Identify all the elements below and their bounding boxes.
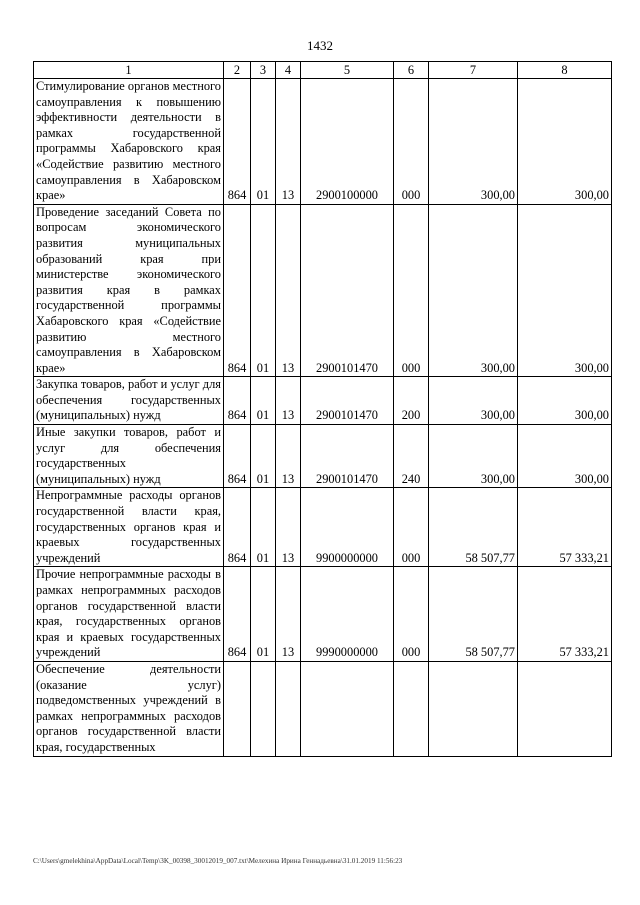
target-article-code: 2900100000 <box>301 79 394 205</box>
row-name: Непрограммные расходы органов государственной власти края, государственных органов края и краевых государственных учреждений <box>34 488 224 567</box>
table-row <box>34 204 612 377</box>
amount-year-1 <box>429 661 518 756</box>
column-header: 3 <box>251 62 276 79</box>
section-code: 01 <box>251 488 276 567</box>
target-article-code: 9900000000 <box>301 488 394 567</box>
column-header: 5 <box>301 62 394 79</box>
ministry-code: 864 <box>224 425 251 488</box>
column-header: 7 <box>429 62 518 79</box>
expense-type-code: 000 <box>394 567 429 662</box>
row-name: Иные закупки товаров, работ и услуг для обеспечения государственных (муниципальных) нужд <box>34 425 224 488</box>
file-path-footer: C:\Users\gmelekhina\AppData\Local\Temp\3K_00398_30012019_007.txt\Мелехина Ирина Геннадьевна\31.01.2019 11:56:23 <box>33 857 403 865</box>
expense-type-code: 000 <box>394 488 429 567</box>
column-header: 6 <box>394 62 429 79</box>
expense-type-code: 000 <box>394 204 429 377</box>
table-header-row <box>34 62 612 79</box>
section-code <box>251 661 276 756</box>
section-code: 01 <box>251 204 276 377</box>
ministry-code: 864 <box>224 79 251 205</box>
ministry-code: 864 <box>224 204 251 377</box>
row-name: Стимулирование органов местного самоуправления к повышению эффективности деятельности в рамках государственной программы Хабаровского края «Содействие развитию местного самоуправления в Хабаровском крае» <box>34 79 224 205</box>
ministry-code: 864 <box>224 377 251 425</box>
table-row <box>34 488 612 567</box>
section-code: 01 <box>251 377 276 425</box>
section-code: 01 <box>251 79 276 205</box>
expense-type-code: 200 <box>394 377 429 425</box>
table-row <box>34 567 612 662</box>
section-code: 01 <box>251 567 276 662</box>
table-row <box>34 425 612 488</box>
amount-year-1: 300,00 <box>429 79 518 205</box>
amount-year-1: 300,00 <box>429 425 518 488</box>
subsection-code: 13 <box>276 567 301 662</box>
amount-year-2 <box>518 661 612 756</box>
subsection-code: 13 <box>276 377 301 425</box>
target-article-code: 9990000000 <box>301 567 394 662</box>
subsection-code: 13 <box>276 79 301 205</box>
amount-year-2: 300,00 <box>518 377 612 425</box>
column-header: 8 <box>518 62 612 79</box>
target-article-code <box>301 661 394 756</box>
section-code: 01 <box>251 425 276 488</box>
amount-year-2: 57 333,21 <box>518 488 612 567</box>
amount-year-1: 300,00 <box>429 377 518 425</box>
subsection-code: 13 <box>276 204 301 377</box>
subsection-code: 13 <box>276 425 301 488</box>
expense-type-code: 000 <box>394 79 429 205</box>
amount-year-1: 58 507,77 <box>429 567 518 662</box>
row-name: Закупка товаров, работ и услуг для обеспечения государственных (муниципальных) нужд <box>34 377 224 425</box>
row-name: Проведение заседаний Совета по вопросам экономического развития муниципальных образований края при министерстве экономического развития края в рамках государственной программы Хабаровского края «Содействие развитию местного самоуправления в Хабаровском крае» <box>34 204 224 377</box>
ministry-code <box>224 661 251 756</box>
subsection-code: 13 <box>276 488 301 567</box>
amount-year-1: 58 507,77 <box>429 488 518 567</box>
column-header: 1 <box>34 62 224 79</box>
amount-year-2: 300,00 <box>518 79 612 205</box>
row-name: Прочие непрограммные расходы в рамках непрограммных расходов органов государственной власти края, государственных органов края и краевых государственных учреждений <box>34 567 224 662</box>
expense-type-code <box>394 661 429 756</box>
row-name: Обеспечение деятельности (оказание услуг) подведомственных учреждений в рамках непрограммных расходов органов государственной власти края, государственных <box>34 661 224 756</box>
amount-year-1: 300,00 <box>429 204 518 377</box>
column-header: 2 <box>224 62 251 79</box>
page-number: 1432 <box>307 38 333 53</box>
table-row <box>34 79 612 205</box>
table-row <box>34 377 612 425</box>
amount-year-2: 300,00 <box>518 204 612 377</box>
budget-table <box>33 61 612 757</box>
target-article-code: 2900101470 <box>301 425 394 488</box>
expense-type-code: 240 <box>394 425 429 488</box>
ministry-code: 864 <box>224 567 251 662</box>
subsection-code <box>276 661 301 756</box>
table-row <box>34 661 612 756</box>
ministry-code: 864 <box>224 488 251 567</box>
target-article-code: 2900101470 <box>301 377 394 425</box>
target-article-code: 2900101470 <box>301 204 394 377</box>
column-header: 4 <box>276 62 301 79</box>
amount-year-2: 57 333,21 <box>518 567 612 662</box>
amount-year-2: 300,00 <box>518 425 612 488</box>
